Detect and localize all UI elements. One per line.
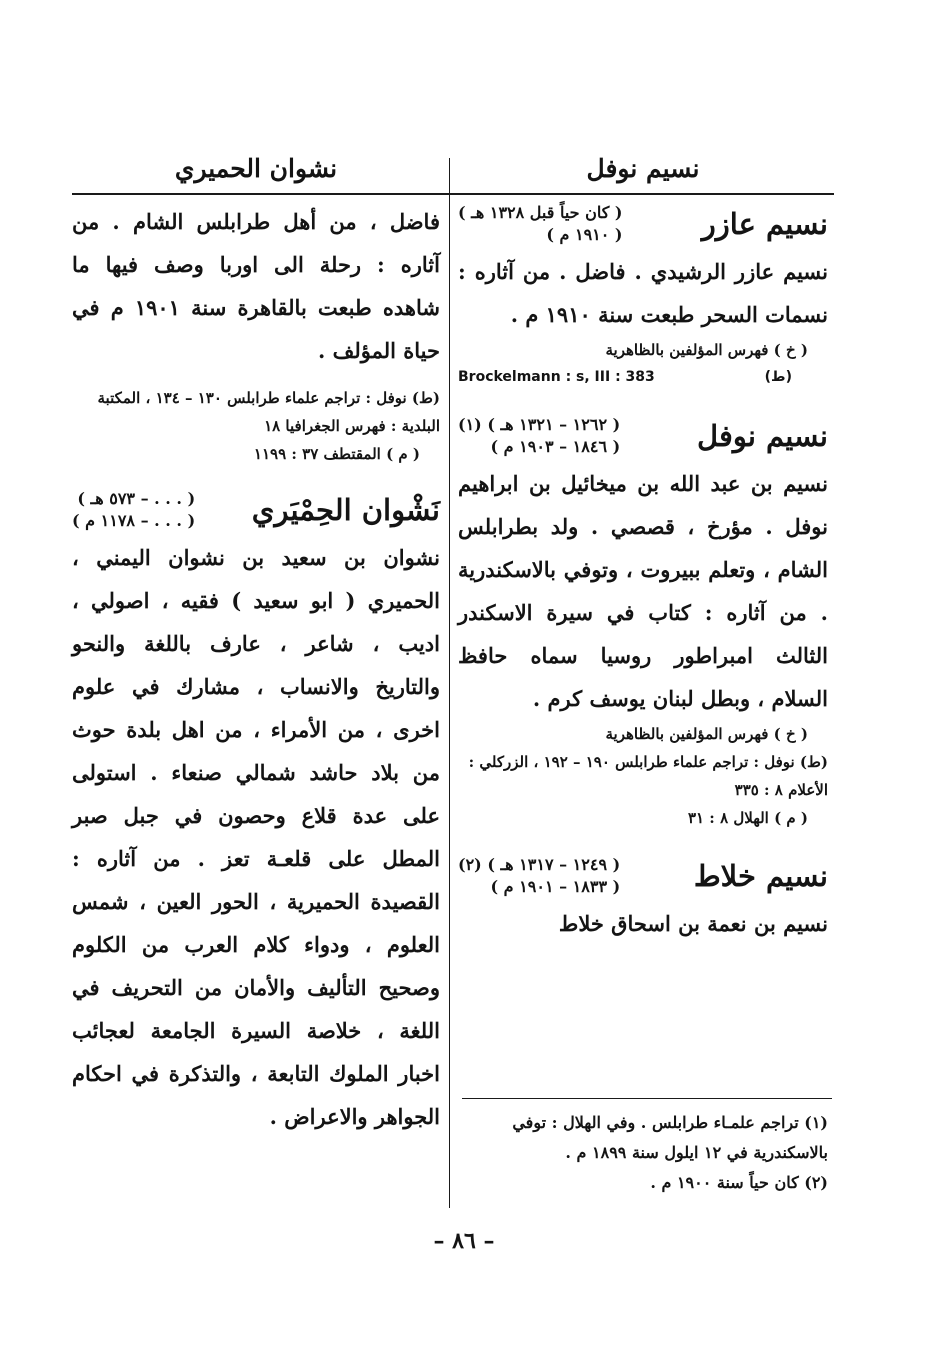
entry-name: نَشْوان الحِمْيَري [251,493,440,527]
entry-body: نشوان بن سعيد بن نشوان اليمني ، الحميري ( ابو سعيد ) فقيه ، اصولي ، اديب ، شاعر ، عارف باللغة والنحو والتاريخ والانساب ، مشارك في علوم اخرى ، من الأمراء ، من اهل بلدة حوث من بلاد حاشد شمالي صنعاء . استولى على عدة قلاع وحصون في جبل صبر المطل على قلعـة تعز . من آثاره : القصيدة الحميرية ، الحور العين ، شمس العلوم ، ودواء كلام العرب من الكلوم وصحيح التأليف والأمان من التحريف في اللغة ، خلاصة السيرة الجامعة لعجائب اخبار الملوك التابعة ، والتذكرة في احكام الجواهر والاعراض . [72,545,440,1129]
reference-line: (ط) نوفل : تراجم علماء طرابلس ١٣٠ – ١٣٤ ، المكتبة البلدية : فهرس الجغرافيا ١٨ [97,389,440,435]
entry-dates [458,414,620,458]
right-column [458,150,828,945]
left-column [72,150,440,1138]
gregorian-date: ( ١٨٣٣ – ١٩٠١ م ) [490,877,621,896]
entry-body: نسيم بن عبد الله بن ميخائيل بن ابراهيم نوفل . مؤرخ ، قصصي . ولد بطرابلس الشام ، وتعلم ببيروت ، وتوفي بالاسكندرية . من آثاره : كتاب في سيرة الاسكندر الثالث امبراطور روسيا سماه حافظ السلام ، وبطل لبنان يوسف كرم . [458,471,828,711]
hijri-date: ( ١٢٦٢ – ١٣٢١ هـ ) (١) [458,415,621,434]
entry-dates [458,854,620,898]
column-divider [449,158,450,1208]
entry-head [72,488,440,532]
entry-body: نسيم عازر الرشيدي . فاضل . من آثاره : نسمات السحر طبعت سنة ١٩١٠ م . [458,259,828,327]
entry-naseem-azar [458,202,828,390]
entry-body: فاضل ، من أهل طرابلس الشام . من آثاره : رحلة الى اوربا وصف فيها ما شاهده طبعت بالقاهرة سنة ١٩٠١ م في حياة المؤلف . [72,209,440,363]
hijri-date: ( كان حياً قبل ١٣٢٨ هـ ) [458,203,623,222]
hijri-date: ( ١٢٤٩ – ١٣١٧ هـ ) (٢) [458,855,621,874]
footnote-rule [462,1098,832,1099]
hijri-date: ( . . . – ٥٧٣ هـ ) [77,489,196,508]
entry-name: نسيم نوفل [697,419,828,453]
latin-reference-code: (ط) [764,369,792,385]
reference-line: ( م ) الهلال ٨ : ٣١ [687,809,808,827]
entry-naseem-khallat [458,854,828,945]
footnotes [458,1108,828,1198]
left-column-header: نشوان الحميري [174,154,338,183]
gregorian-date: ( ١٩١٠ م ) [546,225,623,244]
entry-head [458,854,828,898]
footnote: (٢) كان حياً سنة ١٩٠٠ م . [650,1173,828,1192]
continuation-entry [72,200,440,468]
latin-reference-text: Brockelmann : s, III : 383 [458,369,655,385]
right-column-header: نسيم نوفل [586,154,700,183]
reference-line: ( م ) المقتطف ٣٧ : ١١٩٩ [253,445,420,463]
entry-name: نسيم خلاط [693,859,828,893]
reference-line: (ط) نوفل : تراجم علماء طرابلس ١٩٠ – ١٩٢ ، الزركلي : الأعلام ٨ : ٣٣٥ [468,753,828,799]
entry-name: نسيم عازر [701,207,828,241]
entry-naseem-nawfal [458,414,828,832]
gregorian-date: ( ١٨٤٦ – ١٩٠٣ م ) [490,437,621,456]
entry-dates [458,202,623,246]
entry-nashwan-al-himyari [72,488,440,1138]
entry-body: نسيم بن نعمة بن اسحاق خلاط [558,911,828,936]
entry-head [458,202,828,246]
page-number: – ٨٦ – [433,1228,495,1254]
gregorian-date: ( . . . – ١١٧٨ م ) [72,511,196,530]
entry-head [458,414,828,458]
latin-reference [458,364,828,390]
reference-line: ( خ ) فهرس المؤلفين بالظاهرية [605,725,808,743]
entry-dates [72,488,195,532]
footnote: (١) تراجم علمـاء طرابلس . وفي الهلال : توفي بالاسكندرية في ١٢ ايلول سنة ١٨٩٩ م . [512,1113,828,1162]
reference-line: ( خ ) فهرس المؤلفين بالظاهرية [605,341,808,359]
